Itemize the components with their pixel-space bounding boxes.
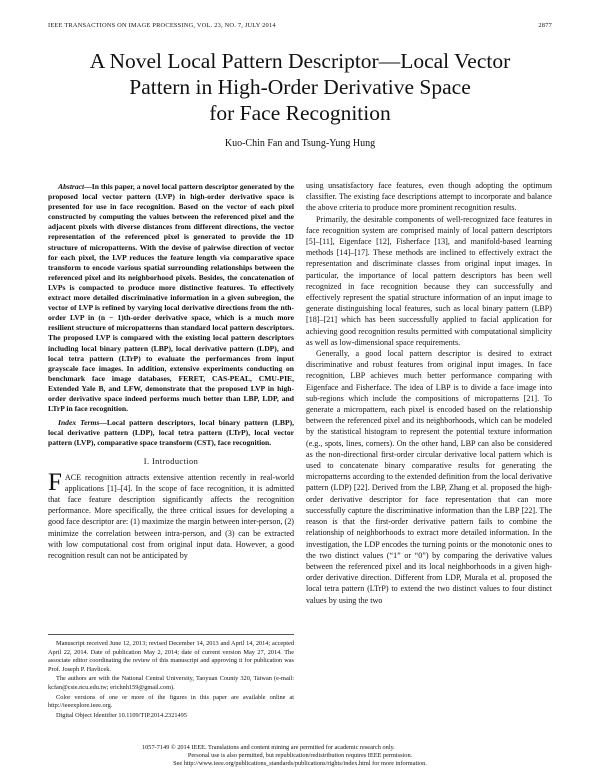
journal-name: IEEE TRANSACTIONS ON IMAGE PROCESSING, VOL. 23, NO. 7, JULY 2014 xyxy=(48,22,276,29)
right-column xyxy=(306,180,552,606)
intro-paragraph xyxy=(48,468,294,562)
title-line: A Novel Local Pattern Descriptor—Local Vector xyxy=(89,49,511,73)
index-terms-lead: Index Terms— xyxy=(58,418,107,428)
copyright-notice xyxy=(40,744,560,768)
copyright-line: 1057-7149 © 2014 IEEE. Translations and content mining are permitted for academic research only. xyxy=(142,744,395,751)
abstract xyxy=(48,182,294,414)
body-paragraph: Primarily, the desirable components of well-recognized face features in face recognition system are comprised mainly of local pattern descriptors [5]–[11], Eigenface [12], Fisherface [13], and manifold-based learning methods [14]–[17]. These methods are inclined to effectively extract the representation and discriminate classes from original input images. In particular, the importance of local pattern descriptors has been well recognized in face recognition because they can successfully and effectively represent the spatial structure information of an input image to generate distinguishing local features, such as local binary pattern (LBP) [18]–[21] which has been successfully applied to facial application for achieving good recognition results permitted with computational simplicity as well as low-dimensional space requirements. xyxy=(306,214,552,347)
index-terms xyxy=(48,418,294,448)
footnote-color: Color versions of one or more of the figures in this paper are available online at http://ieeexplore.ieee.org. xyxy=(48,693,294,710)
footnote-doi: Digital Object Identifier 10.1109/TIP.2014.2321495 xyxy=(56,711,187,719)
abstract-text: In this paper, a novel local pattern descriptor generated by the proposed local vector pattern (LVP) in high-order derivative space is presented for use in face recognition. Based on the vector of each pixel constructed by computing the values between the referenced pixel and the adjacent pixels with diverse distances from different directions, the vector representation of the referenced pixel is generated to provide the 1D structure of micropatterns. With the devise of pairwise direction of vector for each pixel, the LVP reduces the feature length via comparative space transform to encode various spatial surrounding relationships between the referenced pixel and its neighborhood pixels. Besides, the concatenation of LVPs is compacted to produce more distinctive features. To effectively extract more detailed discriminative information in a given subregion, the vector of LVP is refined by varying local derivative directions from the nth-order LVP in (n − 1)th-order derivative space, which is a much more resilient structure of micropatterns than standard local pattern descriptors. The proposed LVP is compared with the existing local pattern descriptors including local binary pattern (LBP), local derivative pattern (LDP), and local tetra pattern (LTrP) to evaluate the performances from input grayscale face images. In addition, extensive experiments conducting on benchmark face image databases, FERET, CAS-PEAL, CMU-PIE, Extended Yale B, and LFW, demonstrate that the proposed LVP in high-order derivative space indeed performs much better than LBP, LDP, and LTrP in face recognition. xyxy=(48,182,294,414)
title-line: for Face Recognition xyxy=(209,101,391,125)
footnotes xyxy=(48,634,294,721)
paper-title xyxy=(40,48,560,126)
author-list: Kuo-Chin Fan and Tsung-Yung Hung xyxy=(224,138,376,149)
body-paragraph: Generally, a good local pattern descriptor is desired to extract discriminative and robust features from original input images. In face recognition, LBP achieves much better performance comparing with Eigenface and Fisherface. The idea of LBP is to divide a face image into sub-regions which include the compositions of micropatterns [21]. To generate a micropattern, each pixel is encoded based on the relationship between the referenced pixel and its neighborhoods, which can be modeled by the statistical histogram to represent the potential texture information (e.g., spots, lines, corners). On the other hand, LBP can also be considered as the non-directional first-order circular derivative local pattern which is used to concatenate binary comparative results for generating the micropatterns according to the extended definition from the local derivative pattern (LDP) [22]. Derived from the LBP, Zhang et al. proposed the high-order derivative descriptor for face representation that can more successfully capture the discriminative information than the LBP [22]. The reason is that the first-order derivative pattern fails to combine the relationship of neighborhoods to extract more detailed information. In the investigation, the LDP encodes the turning points or the monotonic ones to the two distinct values (“1” or “0”) by comparing the derivative values between the referenced pixel and its local neighborhoods in a given high-order derivative direction. Different from LDP, Murala et al. proposed the local tetra pattern (LTrP) to extend the two distinct values to four distinct values by using the two xyxy=(306,349,552,605)
title-line: Pattern in High-Order Derivative Space xyxy=(129,75,471,99)
drop-cap: F xyxy=(48,468,62,496)
abstract-lead: Abstract— xyxy=(58,182,92,191)
page-number: 2877 xyxy=(538,22,552,29)
index-terms-text: Local pattern descriptors, local binary pattern (LBP), local derivative pattern (LDP), local tetra pattern (LTrP), local vector pattern (LVP), comparative space transform (CST), face recognition. xyxy=(48,418,295,448)
running-header xyxy=(48,22,552,29)
copyright-line: See http://www.ieee.org/publications_standards/publications/rights/index.html for more information. xyxy=(173,760,427,767)
footnote-affiliation: The authors are with the National Central University, Taoyuan County 320, Taiwan (e-mail: kcfan@csie.ncu.edu.tw; erichnh159@gmail.com). xyxy=(48,675,294,691)
section-heading: I. Introduction xyxy=(143,457,199,467)
intro-text: ACE recognition attracts extensive attention recently in real-world applications [1]–[4]. In the scope of face recognition, it is admitted that face feature description significantly affects the recognition performance. More specifically, the three critical issues for developing a good face descriptor are: (1) maximize the margin between inter-person, (2) minimize the correlation between intra-person, and (3) can be extracted with low computational cost from original input data. However, a good recognition result can not be anticipated by xyxy=(48,472,294,561)
footnote-manuscript: Manuscript received June 12, 2013; revised December 14, 2013 and April 14, 2014; accepted April 22, 2014. Date of publication May 2, 2014; date of current version May 27, 2014. The associate editor coordinating the review of this manuscript and approving it for publication was Prof. Joseph P. Havlicek. xyxy=(48,640,294,673)
left-column xyxy=(48,182,294,561)
body-paragraph: using unsatisfactory face features, even though adopting the optimum classifier. The existing face descriptions attempt to incorporate and balance the above criteria to produce more prominent recognition results. xyxy=(306,181,552,213)
copyright-line: Personal use is also permitted, but republication/redistribution requires IEEE permission. xyxy=(187,752,413,759)
